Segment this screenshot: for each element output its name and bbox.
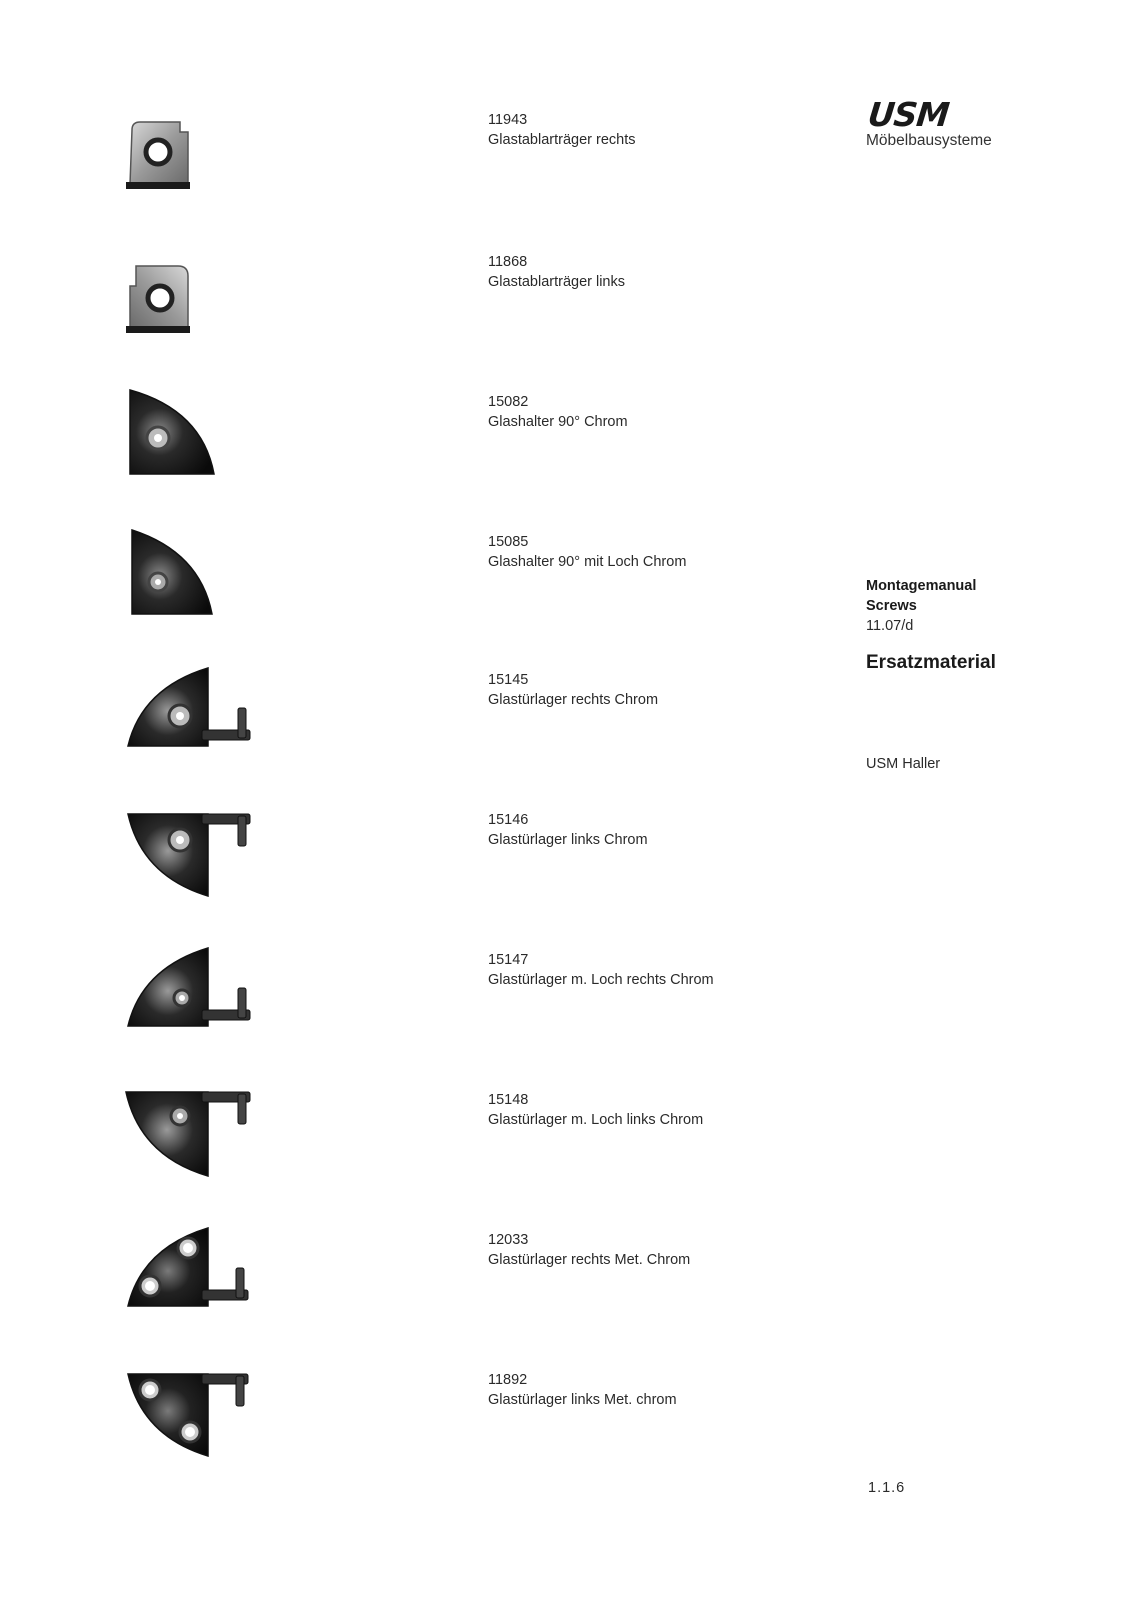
glass-shelf-support-right-icon xyxy=(122,118,262,228)
part-row xyxy=(0,670,780,790)
part-number: 15148 xyxy=(488,1092,529,1108)
part-row xyxy=(0,1370,780,1490)
part-text xyxy=(488,1230,690,1270)
usm-logo: USM xyxy=(866,95,951,134)
part-name: Glastablarträger links xyxy=(488,274,625,290)
part-row xyxy=(0,1230,780,1350)
glass-door-hinge-hole-left-icon xyxy=(122,1084,262,1194)
glass-door-hinge-right-icon xyxy=(122,662,262,772)
manual-version: 11.07/d xyxy=(866,618,914,634)
part-number: 15145 xyxy=(488,672,529,688)
part-text xyxy=(488,1090,703,1130)
part-number: 15146 xyxy=(488,812,529,828)
part-row xyxy=(0,810,780,930)
part-number: 15085 xyxy=(488,534,529,550)
part-number: 12033 xyxy=(488,1232,529,1248)
glass-holder-90-hole-icon xyxy=(122,526,262,636)
part-row xyxy=(0,1090,780,1210)
part-number: 15082 xyxy=(488,394,529,410)
part-row xyxy=(0,252,780,372)
part-text xyxy=(488,110,635,150)
part-text xyxy=(488,950,714,990)
manual-info xyxy=(866,576,976,636)
part-name: Glastürlager m. Loch rechts Chrom xyxy=(488,972,714,988)
part-name: Glastürlager links Chrom xyxy=(488,832,648,848)
part-number: 15147 xyxy=(488,952,529,968)
part-text xyxy=(488,532,686,572)
part-number: 11892 xyxy=(488,1372,528,1388)
part-name: Glashalter 90° mit Loch Chrom xyxy=(488,554,687,570)
section-title: Ersatzmaterial xyxy=(866,652,996,673)
brand-block xyxy=(866,96,992,150)
part-row xyxy=(0,532,780,652)
brand-subtitle: Möbelbausysteme xyxy=(866,132,992,149)
part-name: Glashalter 90° Chrom xyxy=(488,414,628,430)
part-name: Glastablarträger rechts xyxy=(488,132,636,148)
part-text xyxy=(488,670,658,710)
part-name: Glastürlager m. Loch links Chrom xyxy=(488,1112,704,1128)
part-text xyxy=(488,392,628,432)
part-name: Glastürlager rechts Chrom xyxy=(488,692,659,708)
part-row xyxy=(0,110,780,230)
glass-door-hinge-metal-left-icon xyxy=(122,1366,262,1476)
part-row xyxy=(0,950,780,1070)
part-text xyxy=(488,252,625,292)
company-name: USM Haller xyxy=(866,756,941,772)
glass-door-hinge-left-icon xyxy=(122,806,262,916)
part-text xyxy=(488,1370,677,1410)
part-name: Glastürlager rechts Met. Chrom xyxy=(488,1252,691,1268)
glass-shelf-support-left-icon xyxy=(122,262,262,372)
glass-door-hinge-hole-right-icon xyxy=(122,942,262,1052)
part-name: Glastürlager links Met. chrom xyxy=(488,1392,677,1408)
part-number: 11868 xyxy=(488,254,528,270)
page-number: 1.1.6 xyxy=(868,1480,906,1496)
manual-title: Montagemanual xyxy=(866,578,977,594)
part-number: 11943 xyxy=(488,112,528,128)
glass-holder-90-icon xyxy=(122,386,262,496)
manual-subtitle: Screws xyxy=(866,598,917,614)
part-text xyxy=(488,810,648,850)
part-row xyxy=(0,392,780,512)
glass-door-hinge-metal-right-icon xyxy=(122,1222,262,1332)
